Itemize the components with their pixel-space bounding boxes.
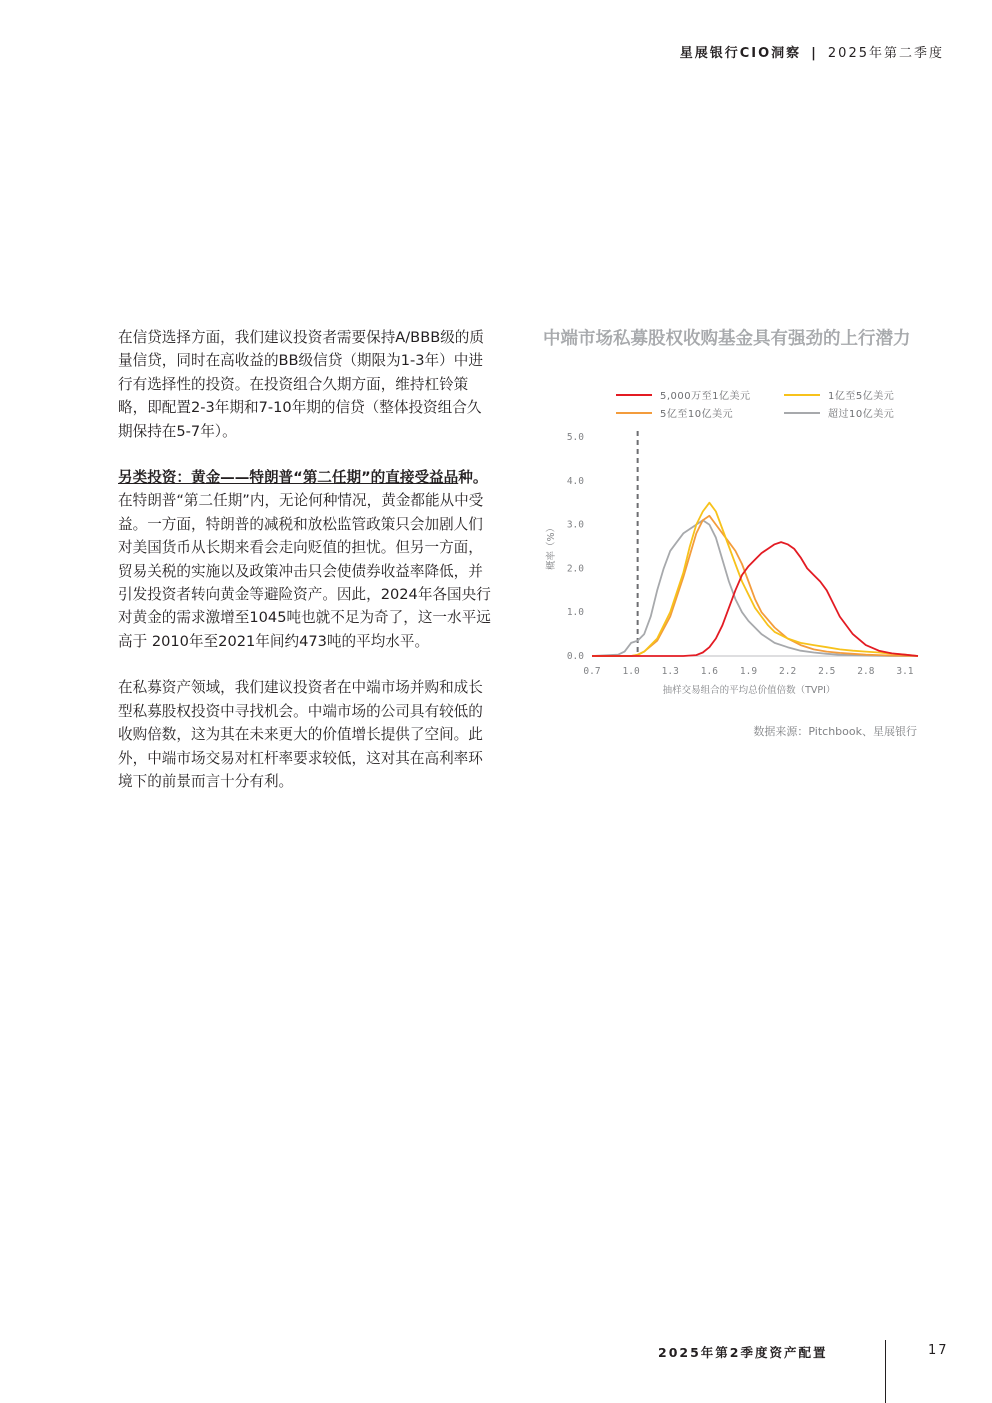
series-line-4 [592, 520, 918, 656]
x-tick-label: 0.7 [583, 666, 601, 677]
gold-lead-tail: 种。 [458, 469, 488, 487]
gold-lead-heading: 另类投资：黄金——特朗普“第二任期”的直接受益品 [118, 469, 459, 487]
legend-swatch [616, 394, 652, 396]
chart-legend [616, 387, 916, 423]
header-separator: | [811, 46, 818, 61]
gold-body: 在特朗普“第二任期”内，无论何种情况，黄金都能从中受益。一方面，特朗普的减税和放松监管政策只会加剧人们对美国货币从长期来看会走向贬值的担忧。但另一方面，贸易关税的实施以及政策冲击只会使债券收益率降低，并引发投资者转向黄金等避险资产。因此，2024年各国央行对黄金的需求激增至1045吨也就不足为奇了，这一水平远高于 2010年至2021年间约473吨的平均水平。 [118, 492, 491, 650]
x-tick-label: 1.3 [661, 666, 679, 677]
page-number: 17 [928, 1343, 949, 1358]
chart-source: 数据来源：Pitchbook、星展银行 [753, 725, 917, 738]
x-tick-label: 2.2 [779, 666, 797, 677]
series-line-3 [592, 516, 918, 656]
chart-title: 中端市场私募股权收购基金具有强劲的上行潜力 [543, 329, 911, 349]
legend-label: 5亿至10亿美元 [660, 409, 734, 420]
y-tick-label: 0.0 [566, 651, 584, 662]
legend-item-series-3 [616, 405, 733, 420]
x-tick-label: 1.6 [700, 666, 718, 677]
page-header [680, 42, 944, 61]
x-tick-label: 3.1 [896, 666, 914, 677]
series-line-2 [592, 503, 918, 656]
y-tick-label: 5.0 [566, 432, 584, 443]
legend-item-series-1 [616, 387, 751, 402]
y-tick-label: 4.0 [566, 475, 584, 487]
body-text [118, 326, 492, 816]
paragraph-gold [118, 466, 492, 653]
y-tick-label: 1.0 [566, 607, 584, 619]
paragraph-private-equity: 在私募资产领域，我们建议投资者在中端市场并购和成长型私募股权投资中寻找机会。中端市场的公司具有较低的收购倍数，这为其在未来更大的价值增长提供了空间。此外，中端市场交易对杠杆率要求较低，这对其在高利率环境下的前景而言十分有利。 [118, 679, 483, 790]
x-tick-label: 2.8 [857, 666, 875, 677]
legend-label: 超过10亿美元 [828, 409, 895, 420]
y-axis-label: 概率（%） [546, 522, 557, 571]
y-tick-label: 2.0 [566, 563, 584, 575]
footer-label: 2025年第2季度资产配置 [658, 1345, 828, 1360]
x-tick-label: 1.0 [622, 666, 640, 677]
legend-swatch [616, 412, 652, 414]
y-tick-label: 3.0 [566, 519, 584, 531]
header-quarter: 2025年第二季度 [827, 46, 944, 61]
legend-swatch [784, 412, 820, 414]
legend-item-series-4 [784, 405, 894, 420]
footer-divider [885, 1340, 886, 1403]
x-tick-label: 2.5 [818, 666, 836, 677]
legend-label: 5,000万至1亿美元 [660, 391, 751, 402]
legend-label: 1亿至5亿美元 [828, 391, 895, 402]
legend-item-series-2 [784, 387, 894, 402]
tvpi-distribution-chart [540, 425, 930, 710]
legend-swatch [784, 394, 820, 396]
header-brand: 星展银行CIO洞察 [679, 46, 802, 61]
paragraph-credit: 在信贷选择方面，我们建议投资者需要保持A/BBB级的质量信贷，同时在高收益的BB级信贷（期限为1-3年）中进行有选择性的投资。在投资组合久期方面，维持杠铃策略，即配置2-3年期和7-10年期的信贷（整体投资组合久期保持在5-7年）。 [118, 329, 485, 440]
x-axis-label: 抽样交易组合的平均总价值倍数（TVPI） [662, 685, 836, 696]
x-tick-label: 1.9 [739, 666, 758, 677]
